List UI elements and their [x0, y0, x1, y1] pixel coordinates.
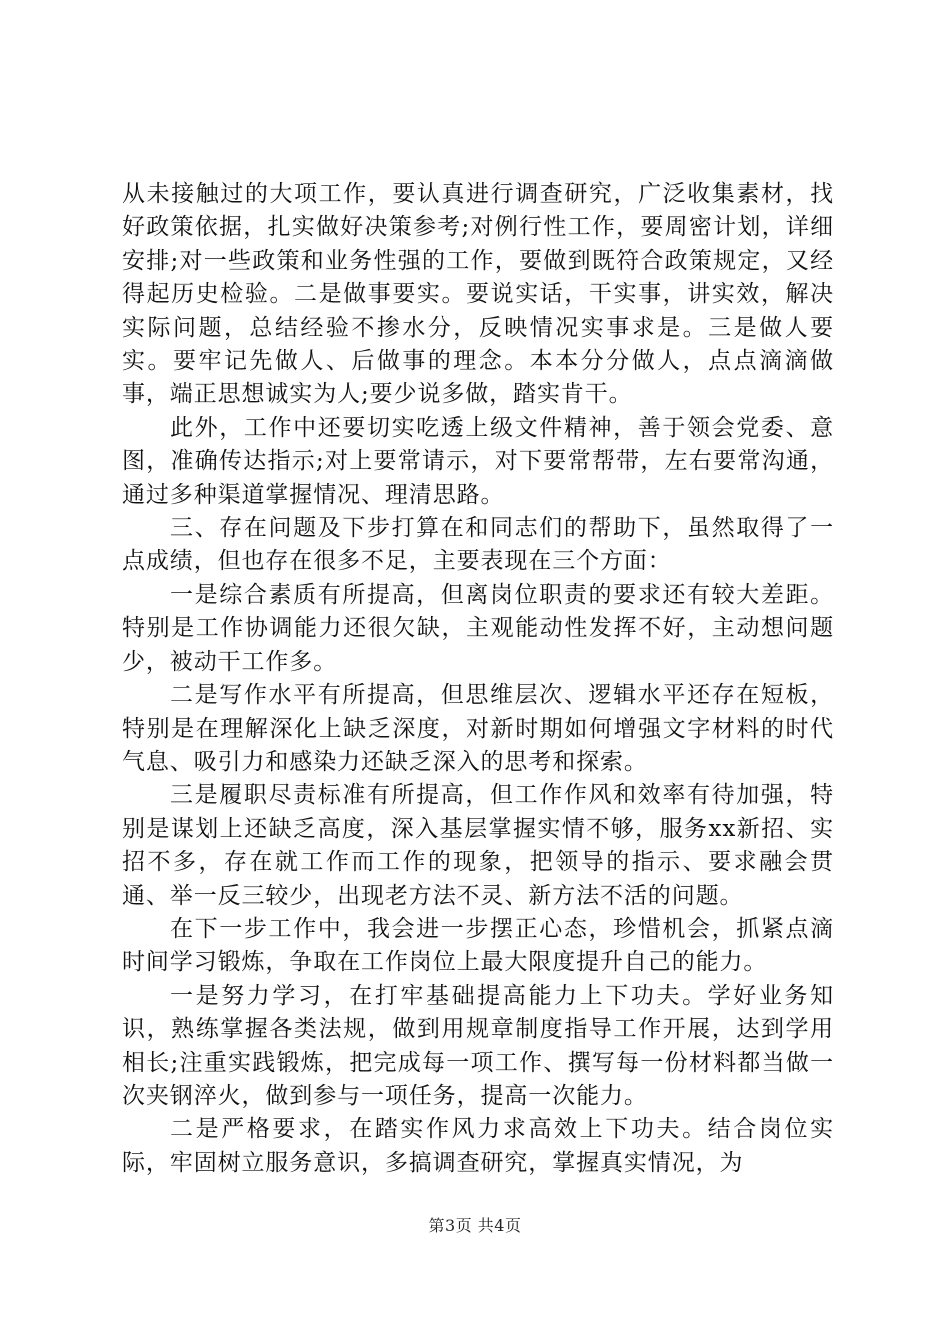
paragraph-shortcoming-two: 二是写作水平有所提高，但思维层次、逻辑水平还存在短板，特别是在理解深化上缺乏深度，对新时期如何增强文字材料的时代气息、吸引力和感染力还缺乏深入的思考和探索。: [122, 682, 834, 775]
paragraph-next-steps: 在下一步工作中，我会进一步摆正心态，珍惜机会，抓紧点滴时间学习锻炼，争取在工作岗位上最大限度提升自己的能力。: [122, 915, 834, 976]
page-number-footer: 第3页 共4页: [428, 1216, 522, 1235]
paragraph-plan-one: 一是努力学习，在打牢基础提高能力上下功夫。学好业务知识，熟练掌握各类法规，做到用规章制度指导工作开展，达到学用相长;注重实践锻炼，把完成每一项工作、撰写每一份材料都当做一次夹钢淬火，做到参与一项任务，提高一次能力。: [122, 982, 834, 1109]
paragraph-additional-requirements: 此外，工作中还要切实吃透上级文件精神，善于领会党委、意图，准确传达指示;对上要常请示，对下要常帮带，左右要常沟通，通过多种渠道掌握情况、理清思路。: [122, 414, 834, 508]
paragraph-plan-two: 二是严格要求，在踏实作风力求高效上下功夫。结合岗位实际，牢固树立服务意识，多搞调查研究，掌握真实情况，为: [122, 1116, 834, 1176]
paragraph-continued: 从未接触过的大项工作，要认真进行调查研究，广泛收集素材，找好政策依据，扎实做好决策参考;对例行性工作，要周密计划，详细安排;对一些政策和业务性强的工作，要做到既符合政策规定，又经得起历史检验。二是做事要实。要说实话，干实事，讲实效，解决实际问题，总结经验不掺水分，反映情况实事求是。三是做人要实。要牢记先做人、后做事的理念。本本分分做人，点点滴滴做事，端正思想诚实为人;要少说多做，踏实肯干。: [122, 181, 834, 408]
document-body: [122, 178, 834, 1180]
paragraph-shortcoming-three: 三是履职尽责标准有所提高，但工作作风和效率有待加强，特别是谋划上还缺乏高度，深入基层掌握实情不够，服务xx新招、实招不多，存在就工作而工作的现象，把领导的指示、要求融会贯通、举一反三较少，出现老方法不灵、新方法不活的问题。: [122, 782, 834, 909]
paragraph-section-three-heading: 三、存在问题及下步打算在和同志们的帮助下，虽然取得了一点成绩，但也存在很多不足，主要表现在三个方面：: [122, 515, 834, 575]
paragraph-shortcoming-one: 一是综合素质有所提高，但离岗位职责的要求还有较大差距。特别是工作协调能力还很欠缺，主观能动性发挥不好，主动想问题少，被动干工作多。: [122, 581, 834, 675]
